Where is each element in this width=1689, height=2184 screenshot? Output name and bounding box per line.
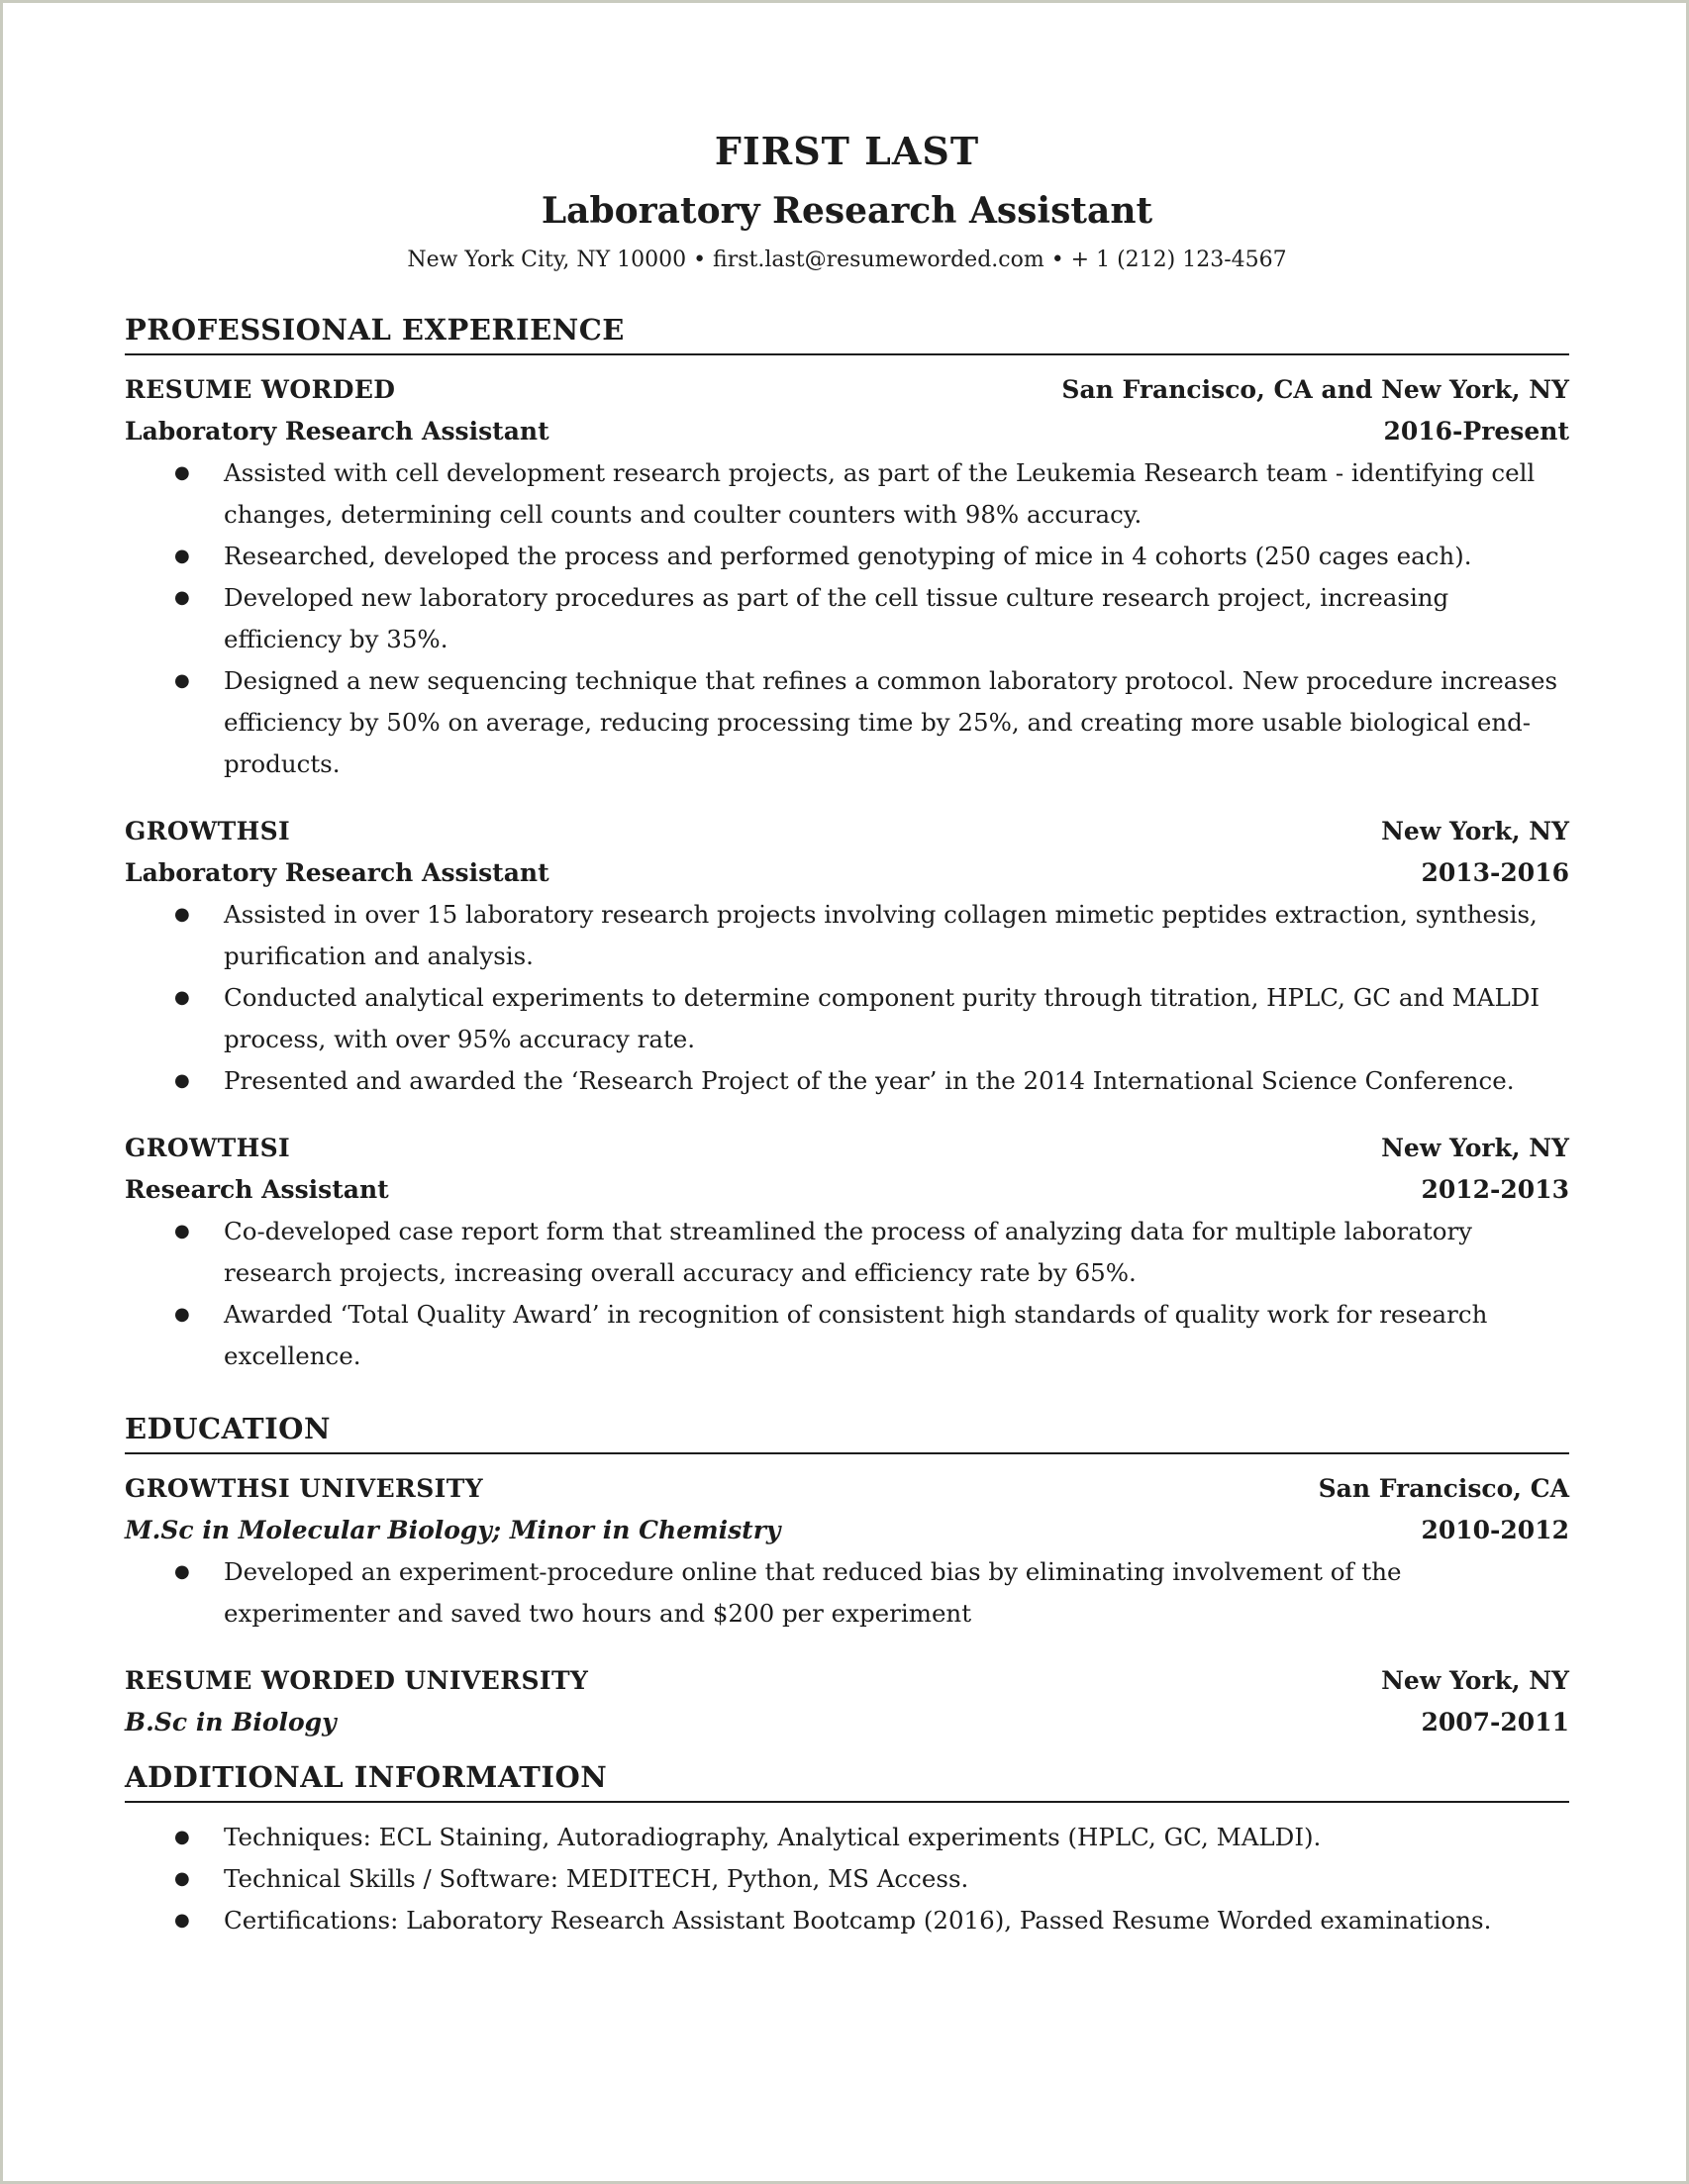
school-name: RESUME WORDED UNIVERSITY <box>125 1666 589 1695</box>
bullet-text: Assisted in over 15 laboratory research projects involving collagen mimetic peptides extraction, synthesis, purification and analysis. <box>224 900 1538 970</box>
job-role: Research Assistant <box>125 1175 389 1204</box>
bullet-icon: ● <box>174 1868 190 1889</box>
job-location: New York, NY <box>1381 817 1569 845</box>
bullet-item <box>125 1211 1569 1294</box>
bullet-icon: ● <box>174 1304 190 1325</box>
job-location: New York, NY <box>1381 1134 1569 1162</box>
bullet-icon: ● <box>174 1221 190 1241</box>
bullet-icon: ● <box>174 462 190 483</box>
school-dates: 2007-2011 <box>1421 1708 1569 1737</box>
bullet-text: Conducted analytical experiments to determine component purity through titration, HPLC, GC and MALDI process, with over 95% accuracy rate. <box>224 983 1540 1053</box>
bullet-icon: ● <box>174 987 190 1008</box>
company-name: GROWTHSI <box>125 817 291 845</box>
bullet-item <box>125 977 1569 1060</box>
section-heading: ADDITIONAL INFORMATION <box>125 1753 1569 1803</box>
bullet-icon: ● <box>174 904 190 925</box>
degree: B.Sc in Biology <box>125 1708 337 1737</box>
company-name: GROWTHSI <box>125 1134 291 1162</box>
section-heading: PROFESSIONAL EXPERIENCE <box>125 306 1569 355</box>
bullet-text: Assisted with cell development research projects, as part of the Leukemia Research team - identifying cell changes, determining cell counts and coulter counters with 98% accuracy. <box>224 458 1536 529</box>
bullet-text: Co-developed case report form that streamlined the process of analyzing data for multiple laboratory research projects, increasing overall accuracy and efficiency rate by 65%. <box>224 1217 1473 1287</box>
bullet-item <box>125 1551 1569 1635</box>
entry-header-row <box>125 1468 1569 1510</box>
entry-header-row <box>125 369 1569 411</box>
bullet-list <box>125 1551 1569 1635</box>
experience-section <box>125 306 1569 1377</box>
bullet-item <box>125 894 1569 977</box>
bullet-item <box>125 577 1569 660</box>
school-location: New York, NY <box>1381 1666 1569 1695</box>
education-section <box>125 1405 1569 1743</box>
degree: M.Sc in Molecular Biology; Minor in Chemistry <box>125 1516 781 1544</box>
bullet-item <box>125 1817 1569 1858</box>
company-name: RESUME WORDED <box>125 375 396 404</box>
job-role: Laboratory Research Assistant <box>125 858 549 887</box>
bullet-text: Designed a new sequencing technique that refines a common laboratory protocol. New procedure increases efficiency by 50% on average, reducing processing time by 25%, and creating more usable biological end-products. <box>224 666 1558 778</box>
candidate-title: Laboratory Research Assistant <box>541 190 1153 232</box>
entry-role-row <box>125 852 1569 894</box>
bullet-text: Awarded ‘Total Quality Award’ in recognition of consistent high standards of quality work for research excellence. <box>224 1300 1488 1370</box>
entry-degree-row <box>125 1702 1569 1743</box>
resume-content <box>125 122 1569 1941</box>
bullet-text: Presented and awarded the ‘Research Project of the year’ in the 2014 International Science Conference. <box>224 1066 1515 1095</box>
bullet-icon: ● <box>174 1561 190 1582</box>
contact-line: New York City, NY 10000 • first.last@resumeworded.com • + 1 (212) 123-4567 <box>407 248 1287 272</box>
bullet-icon: ● <box>174 1827 190 1847</box>
bullet-item <box>125 1060 1569 1102</box>
job-dates: 2016-Present <box>1383 417 1569 446</box>
entry-header-row <box>125 1660 1569 1702</box>
additional-section <box>125 1753 1569 1941</box>
bullet-icon: ● <box>174 587 190 608</box>
bullet-item <box>125 1858 1569 1900</box>
bullet-list <box>125 452 1569 785</box>
job-location: San Francisco, CA and New York, NY <box>1061 375 1569 404</box>
school-dates: 2010-2012 <box>1421 1516 1569 1544</box>
education-entry <box>125 1660 1569 1743</box>
entry-header-row <box>125 811 1569 852</box>
bullet-item <box>125 660 1569 785</box>
bullet-icon: ● <box>174 670 190 691</box>
bullet-list <box>125 1211 1569 1377</box>
school-location: San Francisco, CA <box>1318 1474 1569 1503</box>
bullet-item <box>125 536 1569 577</box>
bullet-list <box>125 894 1569 1102</box>
entry-role-row <box>125 411 1569 452</box>
bullet-text: Developed new laboratory procedures as part of the cell tissue culture research project, increasing efficiency by 35%. <box>224 583 1449 653</box>
experience-entry <box>125 811 1569 1102</box>
school-name: GROWTHSI UNIVERSITY <box>125 1474 484 1503</box>
bullet-icon: ● <box>174 1070 190 1091</box>
job-dates: 2013-2016 <box>1421 858 1569 887</box>
experience-entry <box>125 1128 1569 1377</box>
bullet-item <box>125 1294 1569 1377</box>
bullet-text: Developed an experiment-procedure online that reduced bias by eliminating involvement of the experimenter and saved two hours and $200 per experiment <box>224 1557 1402 1628</box>
section-heading: EDUCATION <box>125 1405 1569 1454</box>
bullet-icon: ● <box>174 546 190 566</box>
bullet-list <box>125 1817 1569 1941</box>
bullet-item <box>125 1900 1569 1941</box>
entry-role-row <box>125 1169 1569 1211</box>
education-entry <box>125 1468 1569 1635</box>
bullet-icon: ● <box>174 1910 190 1931</box>
resume-header <box>125 122 1569 280</box>
entry-degree-row <box>125 1510 1569 1551</box>
job-dates: 2012-2013 <box>1421 1175 1569 1204</box>
bullet-item <box>125 452 1569 536</box>
candidate-name: FIRST LAST <box>714 129 980 173</box>
bullet-text: Technical Skills / Software: MEDITECH, Python, MS Access. <box>224 1864 969 1893</box>
bullet-text: Researched, developed the process and performed genotyping of mice in 4 cohorts (250 cages each). <box>224 542 1472 570</box>
bullet-text: Certifications: Laboratory Research Assistant Bootcamp (2016), Passed Resume Worded examinations. <box>224 1906 1492 1935</box>
job-role: Laboratory Research Assistant <box>125 417 549 446</box>
bullet-text: Techniques: ECL Staining, Autoradiography, Analytical experiments (HPLC, GC, MALDI). <box>224 1823 1322 1851</box>
experience-entry <box>125 369 1569 785</box>
entry-header-row <box>125 1128 1569 1169</box>
